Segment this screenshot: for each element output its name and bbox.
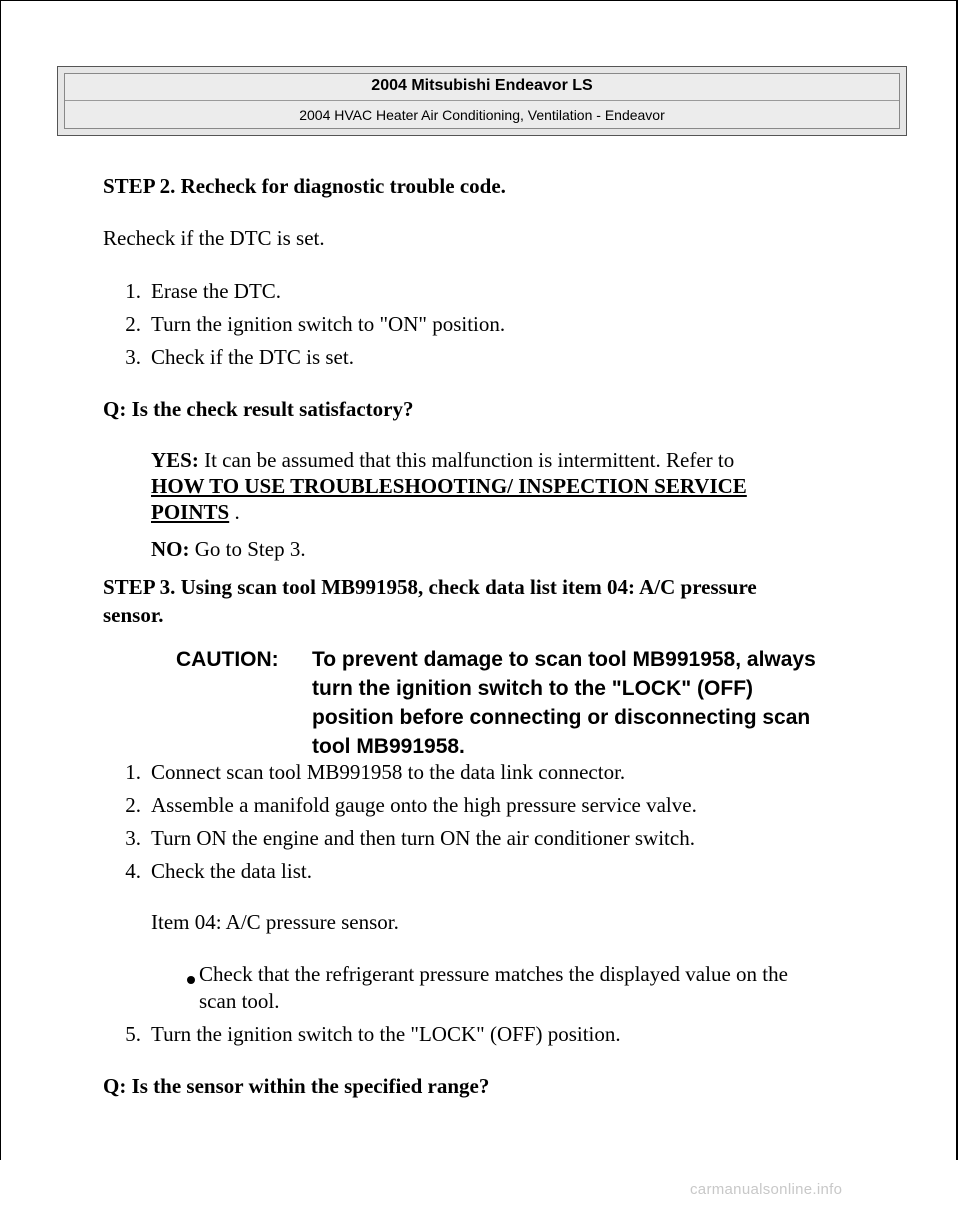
caution-text: To prevent damage to scan tool MB991958, always turn the ignition switch to the "LOCK" (OFF) position before connecting or disconnecting scan tool MB991958. (312, 648, 816, 758)
step3-item-2-text: Assemble a manifold gauge onto the high pressure service valve. (151, 793, 697, 817)
step3-heading-line2: sensor. (103, 603, 164, 627)
step3-item-4-number: 4. (125, 859, 141, 883)
step2-item-1-number: 1. (125, 279, 141, 303)
document-header (57, 66, 907, 136)
step2-yes-link-line1[interactable] (151, 472, 747, 500)
step2-heading: STEP 2. Recheck for diagnostic trouble code. (103, 174, 506, 198)
step2-intro: Recheck if the DTC is set. (103, 226, 325, 250)
step2-yes-line (151, 446, 734, 474)
watermark: carmanualsonline.info (690, 1181, 843, 1198)
step2-item-2-number: 2. (125, 312, 141, 336)
yes-text: It can be assumed that this malfunction is intermittent. Refer to (204, 448, 735, 472)
header-divider (65, 100, 899, 101)
yes-after: . (234, 500, 240, 524)
page-frame-top (0, 0, 958, 1)
header-title: 2004 Mitsubishi Endeavor LS (371, 77, 593, 94)
page-frame-right (956, 0, 958, 1160)
step3-item-3-number: 3. (125, 826, 141, 850)
step2-question: Q: Is the check result satisfactory? (103, 397, 414, 421)
step2-no-line (151, 535, 306, 563)
step3-item-4-text: Check the data list. (151, 859, 312, 883)
step3-item-1-text: Connect scan tool MB991958 to the data link connector. (151, 760, 626, 784)
page-frame-left (0, 0, 1, 1160)
step3-item-3-text: Turn ON the engine and then turn ON the air conditioner switch. (151, 826, 695, 850)
no-text: Go to Step 3. (194, 537, 306, 561)
step2-item-3-number: 3. (125, 345, 141, 369)
document-header-inner (64, 73, 900, 129)
step3-item-2-number: 2. (125, 793, 141, 817)
troubleshooting-link-continued[interactable]: POINTS (151, 500, 230, 524)
caution-label: CAUTION: (176, 648, 279, 671)
step3-item-1-number: 1. (125, 760, 141, 784)
bullet-line1: Check that the refrigerant pressure matches the displayed value on the (199, 962, 788, 986)
header-subtitle: 2004 HVAC Heater Air Conditioning, Ventilation - Endeavor (299, 107, 665, 123)
step2-item-1-text: Erase the DTC. (151, 279, 282, 303)
bullet-icon (187, 976, 195, 984)
yes-label: YES: (151, 448, 199, 472)
step3-heading-line1: STEP 3. Using scan tool MB991958, check data list item 04: A/C pressure (103, 575, 757, 599)
step2-item-2-text: Turn the ignition switch to "ON" position. (151, 312, 506, 336)
no-label: NO: (151, 537, 190, 561)
step2-item-3-text: Check if the DTC is set. (151, 345, 354, 369)
troubleshooting-link[interactable]: HOW TO USE TROUBLESHOOTING/ INSPECTION SERVICE (151, 474, 747, 498)
step3-question: Q: Is the sensor within the specified range? (103, 1074, 490, 1098)
step2-yes-link-line2[interactable] (151, 498, 240, 526)
item-note: Item 04: A/C pressure sensor. (151, 910, 399, 934)
bullet-line2: scan tool. (199, 989, 280, 1013)
step3-item-5-text: Turn the ignition switch to the "LOCK" (OFF) position. (151, 1022, 621, 1046)
step3-item-5-number: 5. (125, 1022, 141, 1046)
